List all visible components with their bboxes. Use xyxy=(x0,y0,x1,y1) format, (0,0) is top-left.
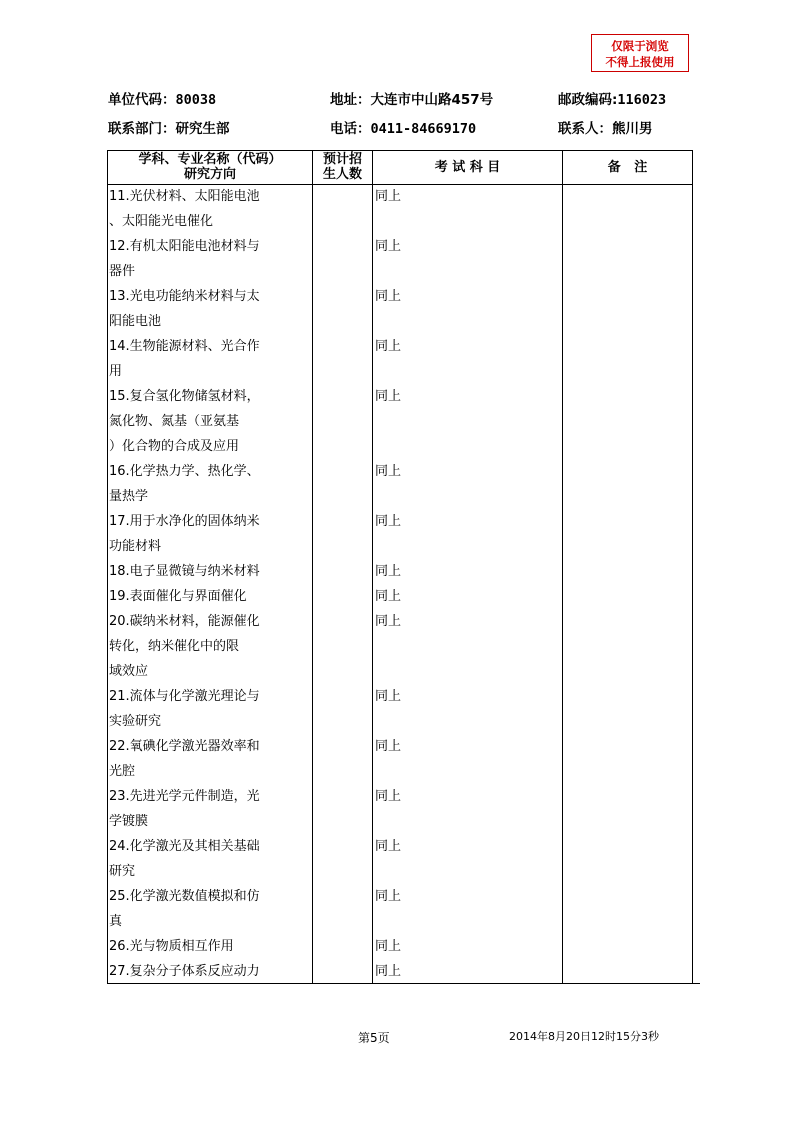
col-border-3 xyxy=(562,150,563,984)
table-row-exam: 同上 xyxy=(375,564,402,579)
table-row-exam: 同上 xyxy=(375,689,402,704)
major-name-line: 功能材料 xyxy=(109,539,162,554)
header-enrollment xyxy=(313,150,372,184)
table-row-major xyxy=(109,609,313,684)
table-row-major xyxy=(109,184,313,234)
table-row-exam: 同上 xyxy=(375,589,402,604)
major-name-line: 量热学 xyxy=(109,489,149,504)
table-row-major xyxy=(109,284,313,334)
table-row-major xyxy=(109,784,313,834)
table-row-major xyxy=(109,559,313,584)
major-name-line: 19.表面催化与界面催化 xyxy=(109,589,247,604)
major-name-line: 11.光伏材料、太阳能电池 xyxy=(109,189,260,204)
major-name-line: 阳能电池 xyxy=(109,314,162,329)
header-major-name-line-1: 学科、专业名称（代码） xyxy=(138,152,282,167)
col-border-right xyxy=(692,150,693,984)
dept-label: 联系部门： xyxy=(108,121,176,137)
major-name-line: 20.碳纳米材料，能源催化 xyxy=(109,614,260,629)
table-row-major xyxy=(109,384,313,459)
table-row-exam: 同上 xyxy=(375,339,402,354)
table-row-exam: 同上 xyxy=(375,789,402,804)
header-major-name-line-2: 研究方向 xyxy=(183,167,236,182)
table-row-exam: 同上 xyxy=(375,939,402,954)
col-border-2 xyxy=(372,150,373,984)
table-row-exam: 同上 xyxy=(375,464,402,479)
table-row-major xyxy=(109,934,313,959)
table-row-major xyxy=(109,684,313,734)
contact-person xyxy=(558,117,653,137)
major-name-line: 22.氧碘化学激光器效率和 xyxy=(109,739,260,754)
col-border-left xyxy=(107,150,108,984)
header-exam-subjects-text: 考 试 科 目 xyxy=(434,159,501,175)
header-exam-subjects xyxy=(373,150,562,184)
table-row-exam: 同上 xyxy=(375,289,402,304)
table-row-exam: 同上 xyxy=(375,889,402,904)
table-row-major xyxy=(109,234,313,284)
table-row-major xyxy=(109,884,313,934)
table-row-exam: 同上 xyxy=(375,514,402,529)
address xyxy=(330,88,493,108)
table-row-major xyxy=(109,509,313,559)
table-row-exam: 同上 xyxy=(375,964,402,979)
table-row-exam: 同上 xyxy=(375,389,402,404)
table-row-exam: 同上 xyxy=(375,739,402,754)
table-row-exam: 同上 xyxy=(375,614,402,629)
major-name-line: 13.光电功能纳米材料与太 xyxy=(109,289,260,304)
major-name-line: 16.化学热力学、热化学、 xyxy=(109,464,260,479)
header-major-name xyxy=(108,150,312,184)
table-row-exam: 同上 xyxy=(375,189,402,204)
table-row-major xyxy=(109,334,313,384)
contact-dept xyxy=(108,117,230,137)
phone xyxy=(330,117,476,137)
unit-code-label: 单位代码： xyxy=(108,92,176,108)
postcode-value: 116023 xyxy=(617,92,667,108)
major-name-line: ）化合物的合成及应用 xyxy=(109,439,240,454)
contact-value: 熊川男 xyxy=(612,121,653,137)
browse-only-stamp xyxy=(591,34,689,72)
major-name-line: 15.复合氢化物储氢材料， xyxy=(109,389,260,404)
major-name-line: 23.先进光学元件制造，光 xyxy=(109,789,260,804)
table-row-exam: 同上 xyxy=(375,239,402,254)
major-name-line: 真 xyxy=(109,914,123,929)
table-row-major xyxy=(109,959,313,984)
postcode xyxy=(558,88,666,108)
admissions-table xyxy=(107,150,700,984)
header-enrollment-line-1: 预计招 xyxy=(322,152,362,167)
postcode-label: 邮政编码: xyxy=(558,92,618,108)
table-row-major xyxy=(109,734,313,784)
address-value: 大连市中山路457号 xyxy=(370,92,494,108)
major-name-line: 18.电子显微镜与纳米材料 xyxy=(109,564,260,579)
contact-label: 联系人： xyxy=(558,121,612,137)
page-number: 第5页 xyxy=(358,1031,390,1045)
unit-code xyxy=(108,88,216,108)
major-name-line: 12.有机太阳能电池材料与 xyxy=(109,239,260,254)
dept-value: 研究生部 xyxy=(175,121,230,137)
major-name-line: 26.光与物质相互作用 xyxy=(109,939,234,954)
major-name-line: 研究 xyxy=(109,864,136,879)
header-enrollment-line-2: 生人数 xyxy=(322,167,362,182)
stamp-line-2: 不得上报使用 xyxy=(605,55,675,69)
major-name-line: 25.化学激光数值模拟和仿 xyxy=(109,889,260,904)
major-name-line: 27.复杂分子体系反应动力 xyxy=(109,964,260,979)
major-name-line: 器件 xyxy=(109,264,136,279)
table-row-exam: 同上 xyxy=(375,839,402,854)
major-name-line: 实验研究 xyxy=(109,714,162,729)
table-row-major xyxy=(109,459,313,509)
major-name-line: 光腔 xyxy=(109,764,136,779)
header-remarks-text: 备 注 xyxy=(607,159,648,175)
major-name-line: 24.化学激光及其相关基础 xyxy=(109,839,260,854)
major-name-line: 17.用于水净化的固体纳米 xyxy=(109,514,260,529)
major-name-line: 学镀膜 xyxy=(109,814,149,829)
major-name-line: 转化，纳米催化中的限 xyxy=(109,639,240,654)
major-name-line: 域效应 xyxy=(109,664,149,679)
stamp-line-1: 仅限于浏览 xyxy=(611,39,669,53)
unit-code-value: 80038 xyxy=(175,92,217,108)
major-name-line: 21.流体与化学激光理论与 xyxy=(109,689,260,704)
major-name-line: 、太阳能光电催化 xyxy=(109,214,214,229)
table-row-major xyxy=(109,584,313,609)
major-name-line: 用 xyxy=(109,364,123,379)
table-row-major xyxy=(109,834,313,884)
major-name-line: 氮化物、氮基（亚氨基 xyxy=(109,414,240,429)
print-timestamp: 2014年8月20日12时15分3秒 xyxy=(509,1030,659,1043)
phone-label: 电话： xyxy=(330,121,371,137)
phone-value: 0411-84669170 xyxy=(370,121,477,137)
major-name-line: 14.生物能源材料、光合作 xyxy=(109,339,260,354)
address-label: 地址： xyxy=(330,92,371,108)
header-remarks xyxy=(563,150,692,184)
